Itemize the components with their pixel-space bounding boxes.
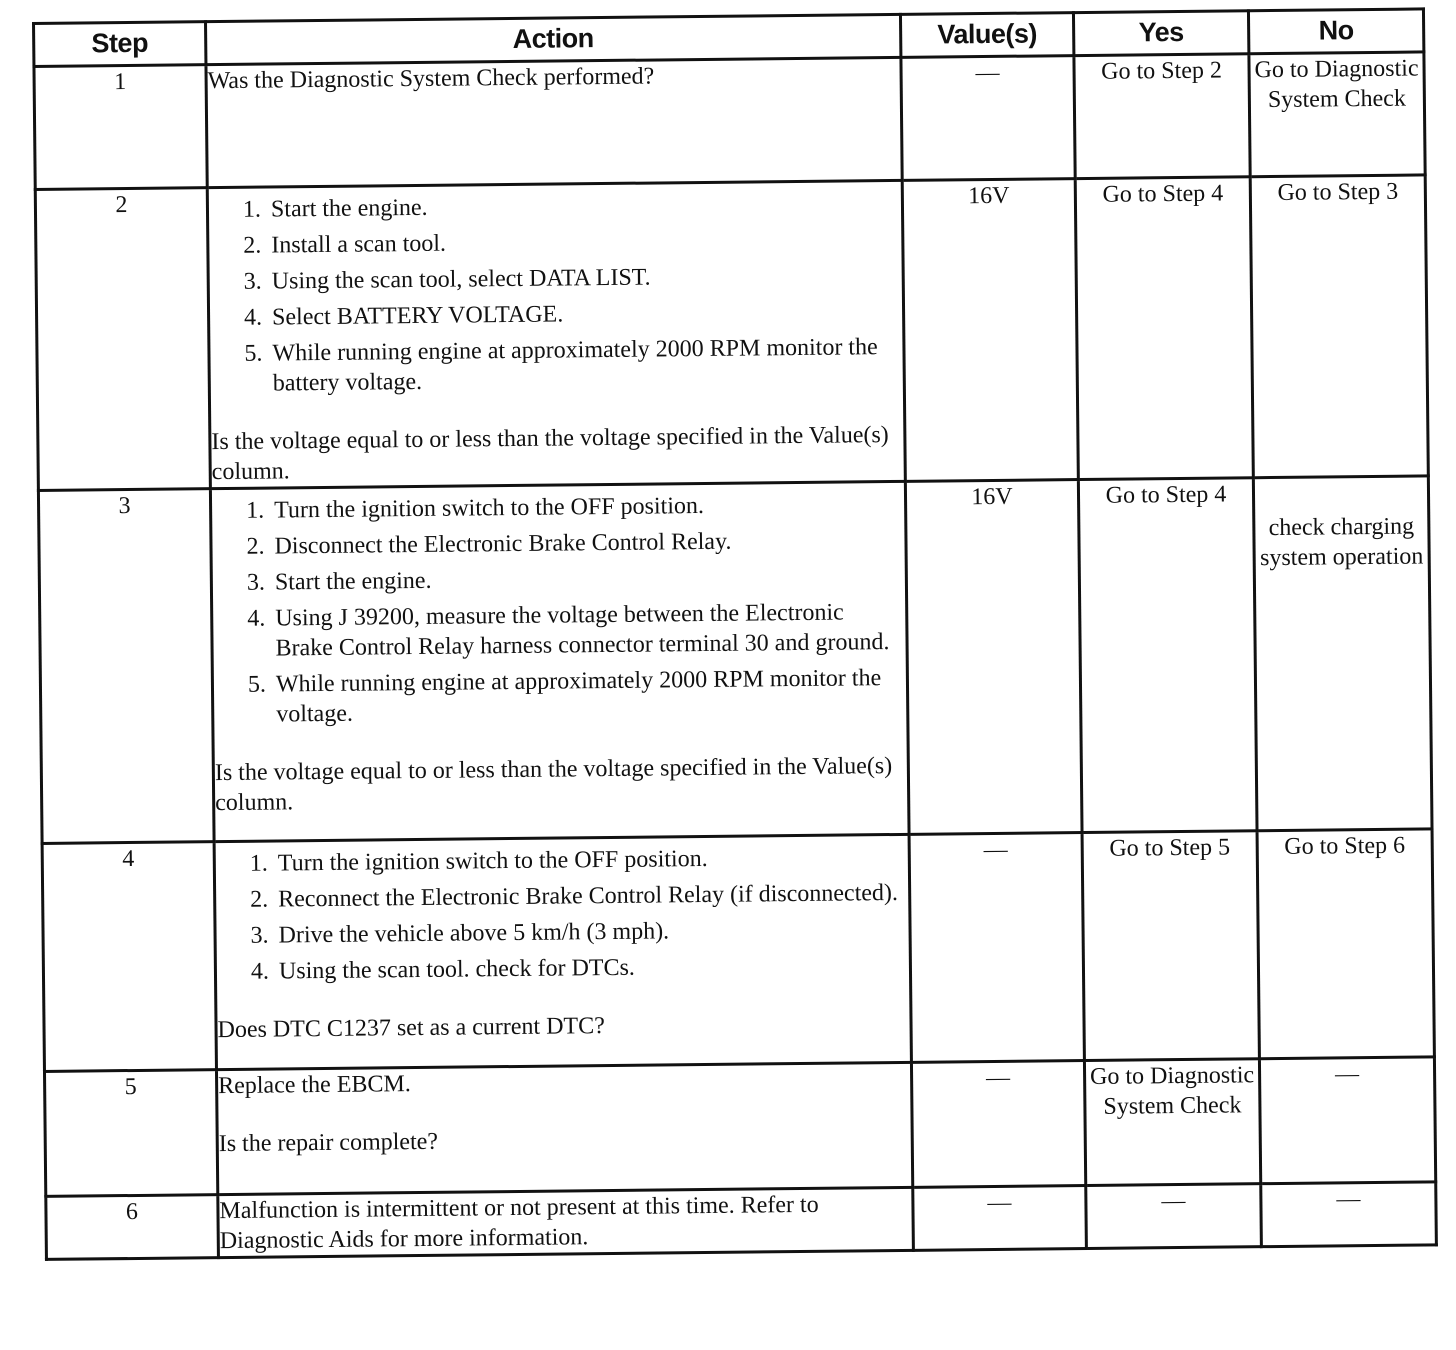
action-step: 3. Using the scan tool, select DATA LIST. bbox=[268, 260, 902, 297]
table-row-step-2 bbox=[35, 175, 1428, 491]
action-step: 4. Using the scan tool. check for DTCs. bbox=[275, 950, 909, 987]
action-text: Malfunction is intermittent or not present at this time. Refer to Diagnostic Aids for more information. bbox=[219, 1191, 819, 1255]
diagnostic-table bbox=[32, 7, 1438, 1261]
no-cell bbox=[1253, 476, 1432, 831]
action-step: 1. Turn the ignition switch to the OFF position. bbox=[270, 489, 904, 526]
step-number: 1 bbox=[34, 65, 207, 190]
header-values: Value(s) bbox=[900, 13, 1073, 58]
no-cell: — bbox=[1259, 1057, 1435, 1184]
action-steps-list bbox=[216, 842, 909, 987]
action-steps-list bbox=[209, 188, 903, 399]
action-cell bbox=[210, 481, 909, 841]
value-cell: — bbox=[911, 1061, 1085, 1188]
header-no: No bbox=[1248, 9, 1423, 54]
action-step: 2. Reconnect the Electronic Brake Control Relay (if disconnected). bbox=[274, 878, 908, 915]
no-cell: — bbox=[1261, 1182, 1437, 1247]
yes-cell: Go to Step 5 bbox=[1082, 831, 1259, 1061]
action-cell bbox=[207, 180, 905, 488]
action-step: 1. Turn the ignition switch to the OFF position. bbox=[274, 842, 908, 879]
action-step: 2. Disconnect the Electronic Brake Control Relay. bbox=[270, 525, 904, 562]
table-row-step-6 bbox=[46, 1182, 1437, 1260]
no-cell: Go to Diagnostic System Check bbox=[1249, 52, 1425, 177]
action-cell bbox=[214, 834, 911, 1069]
no-cell-text: check charging system operation bbox=[1259, 513, 1424, 572]
action-step: 3. Start the engine. bbox=[271, 561, 905, 598]
no-cell: Go to Step 3 bbox=[1250, 175, 1428, 478]
action-cell bbox=[218, 1187, 914, 1257]
header-yes: Yes bbox=[1073, 11, 1248, 56]
action-step: 1. Start the engine. bbox=[267, 188, 901, 225]
table-row-step-3 bbox=[38, 476, 1432, 844]
header-action: Action bbox=[206, 14, 901, 64]
action-question: Is the voltage equal to or less than the voltage specified in the Value(s) column. bbox=[214, 753, 893, 817]
action-step: 5. While running engine at approximately 2000 RPM monitor the voltage. bbox=[272, 663, 907, 730]
action-step: 4. Using J 39200, measure the voltage between the Electronic Brake Control Relay harness connector terminal 30 and ground. bbox=[271, 597, 906, 664]
step-number: 4 bbox=[42, 842, 216, 1072]
yes-cell: Go to Step 2 bbox=[1074, 54, 1250, 179]
step-number: 6 bbox=[46, 1195, 219, 1260]
action-cell bbox=[206, 57, 902, 187]
step-number: 5 bbox=[44, 1070, 217, 1197]
action-question: Is the voltage equal to or less than the voltage specified in the Value(s) column. bbox=[211, 422, 889, 486]
value-cell: — bbox=[909, 833, 1084, 1063]
yes-cell: Go to Step 4 bbox=[1075, 177, 1253, 480]
action-question: Does DTC C1237 set as a current DTC? bbox=[217, 1013, 605, 1044]
yes-cell: Go to Step 4 bbox=[1078, 478, 1257, 833]
action-step: 3. Drive the vehicle above 5 km/h (3 mph). bbox=[274, 914, 908, 951]
step-number: 3 bbox=[38, 489, 214, 844]
action-steps-list bbox=[212, 489, 906, 730]
action-step: 2. Install a scan tool. bbox=[267, 224, 901, 261]
yes-cell: — bbox=[1086, 1184, 1262, 1249]
value-cell: 16V bbox=[902, 179, 1078, 482]
table-row-step-1 bbox=[34, 52, 1425, 190]
yes-cell: Go to Diagnostic System Check bbox=[1084, 1059, 1260, 1186]
header-step: Step bbox=[34, 22, 206, 67]
action-text: Was the Diagnostic System Check performed? bbox=[207, 63, 655, 95]
action-text: Replace the EBCM. bbox=[218, 1071, 411, 1100]
no-cell: Go to Step 6 bbox=[1257, 829, 1434, 1059]
action-cell bbox=[216, 1062, 912, 1194]
action-step: 5. While running engine at approximately 2000 RPM monitor the battery voltage. bbox=[268, 332, 903, 399]
value-cell: — bbox=[901, 56, 1075, 181]
diagnostic-sheet bbox=[32, 7, 1435, 1260]
action-question: Is the repair complete? bbox=[218, 1128, 439, 1158]
value-cell: 16V bbox=[905, 480, 1082, 835]
table-row-step-4 bbox=[42, 829, 1434, 1072]
value-cell: — bbox=[913, 1186, 1087, 1251]
table-row-step-5 bbox=[44, 1057, 1435, 1197]
step-number: 2 bbox=[35, 188, 210, 491]
action-step: 4. Select BATTERY VOLTAGE. bbox=[268, 296, 902, 333]
